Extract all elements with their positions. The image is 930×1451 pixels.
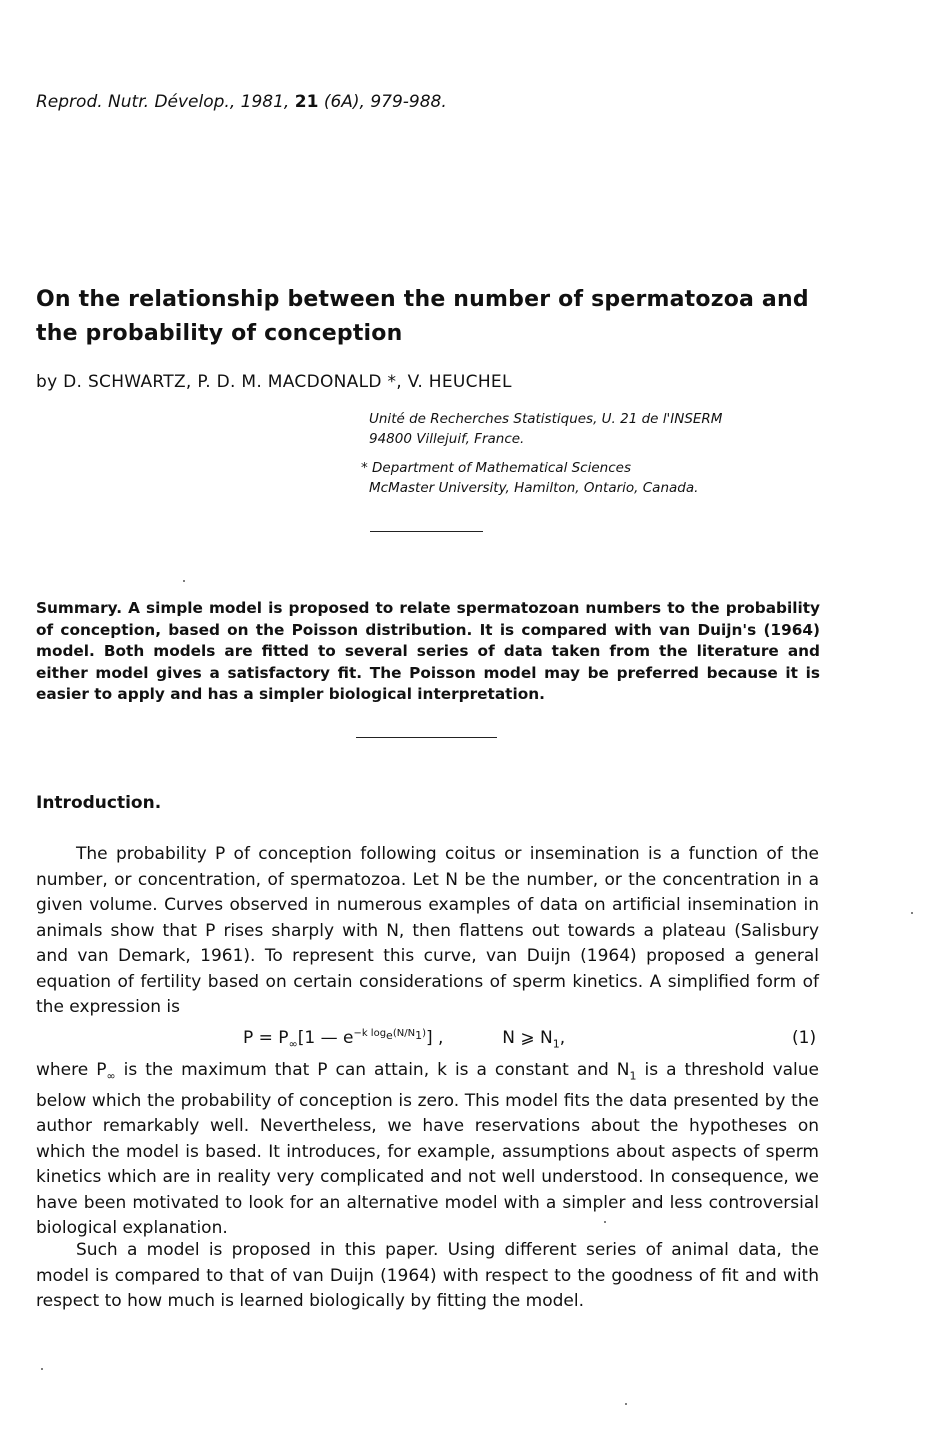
intro-paragraph-2: where $P_\infty$ is the maximum that P can attain, k is a constant and $N_1$ is a threshold value below which the probability of conception is zero. This model fits the data presented by the author remarkably well. Nevertheless, we have reservations about the hypotheses on which the model is based. It introduces, for example, assumptions about aspects of sperm kinetics which are in reality very complicated and not well understood. In consequence, we have been motivated to look for an alternative model with a simpler and less controversial biological explanation. — [36, 1060, 820, 1239]
paper-title: On the relationship between the number of spermatozoa and the probability of conception — [36, 287, 809, 346]
affiliation-2-line1: * Department of Mathematical Sciences — [361, 460, 631, 476]
speck — [911, 912, 913, 914]
speck — [625, 1403, 627, 1405]
speck — [41, 1368, 43, 1370]
divider-bottom — [356, 737, 497, 738]
summary-block — [36, 598, 820, 706]
affiliation-1-line2: 94800 Villejuif, France. — [369, 431, 525, 447]
affiliation-1 — [369, 409, 722, 449]
affiliation-2-line2: McMaster University, Hamilton, Ontario, Canada. — [369, 480, 699, 496]
intro-paragraph-3: Such a model is proposed in this paper. Using different series of animal data, the model is compared to that of van Duijn (1964) with respect to the goodness of fit and with respect to how much is learned biologically by fitting the model. — [36, 1240, 819, 1311]
section-heading-introduction: Introduction. — [36, 793, 162, 813]
intro-paragraph-1: The probability P of conception following coitus or insemination is a function of the number, or concentration, of spermatozoa. Let N be the number, or the concentration in a given volume. Curves observed in numerous examples of data on artificial insemination in animals show that P rises sharply with N, then flattens out towards a plateau (Salisbury and van Demark, 1961). To represent this curve, van Duijn (1964) proposed a general equation of fertility based on certain considerations of sperm kinetics. A simplified form of the expression is — [36, 844, 819, 1017]
equation-number: (1) — [792, 1028, 817, 1048]
journal-year: 1981, — [240, 92, 290, 112]
speck — [183, 580, 185, 582]
journal-issue-pages: (6A), 979-988. — [323, 92, 447, 112]
speck — [604, 1221, 606, 1223]
summary-text: A simple model is proposed to relate spermatozoan numbers to the probability of conception, based on the Poisson distribution. It is compared with van Duijn's (1964) model. Both models are fitted to several series of data taken from the literature and either model gives a satisfactory fit. The Poisson model may be preferred because it is easier to apply and has a simpler biological interpretation. — [36, 599, 820, 703]
divider-top — [370, 531, 483, 532]
affiliation-2 — [361, 458, 698, 498]
summary-label: Summary. — [36, 599, 123, 617]
journal-volume: 21 — [294, 92, 319, 112]
journal-name: Reprod. Nutr. Dévelop., — [36, 92, 236, 112]
equation-1: $P = P_\infty[1$ — $e^{-k log_e(N/N_1)}$] , N ⩾ $N_1$, — [243, 1028, 566, 1051]
author-line: by D. SCHWARTZ, P. D. M. MACDONALD *, V. HEUCHEL — [36, 372, 512, 392]
journal-citation — [36, 92, 447, 112]
affiliation-1-line1: Unité de Recherches Statistiques, U. 21 de l'INSERM — [369, 411, 723, 427]
